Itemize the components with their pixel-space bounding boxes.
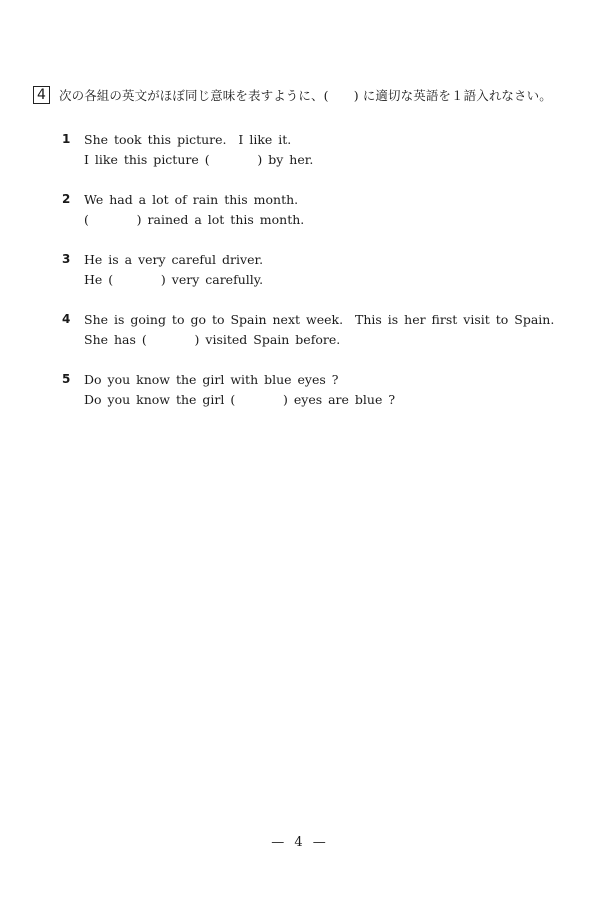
question-item-1 [62, 130, 582, 190]
question-items [62, 130, 582, 430]
question-item-2 [62, 190, 582, 250]
question-header [33, 86, 552, 104]
question-item-3 [62, 250, 582, 310]
original-sentence: We had a lot of rain this month. [84, 192, 299, 207]
original-sentence: He is a very careful driver. [84, 252, 264, 267]
item-number: 3 [62, 252, 71, 266]
item-number: 4 [62, 312, 71, 326]
item-number: 1 [62, 132, 71, 146]
rewrite-sentence: Do you know the girl ( ) eyes are blue ? [84, 392, 396, 407]
question-number-box: 4 [33, 86, 50, 104]
rewrite-sentence: She has ( ) visited Spain before. [84, 332, 341, 347]
question-item-5 [62, 370, 582, 430]
question-instruction: 次の各組の英文がほぼ同じ意味を表すように、( ) に適切な英語を１語入れなさい。 [59, 88, 552, 103]
item-number: 2 [62, 192, 71, 206]
original-sentence: She took this picture. I like it. [84, 132, 292, 147]
question-item-4 [62, 310, 582, 370]
page-number: — 4 — [271, 835, 329, 850]
original-sentence: Do you know the girl with blue eyes ? [84, 372, 339, 387]
item-number: 5 [62, 372, 71, 386]
rewrite-sentence: I like this picture ( ) by her. [84, 152, 314, 167]
rewrite-sentence: ( ) rained a lot this month. [84, 212, 305, 227]
rewrite-sentence: He ( ) very carefully. [84, 272, 264, 287]
original-sentence: She is going to go to Spain next week. This is her first visit to Spain. [84, 312, 555, 327]
